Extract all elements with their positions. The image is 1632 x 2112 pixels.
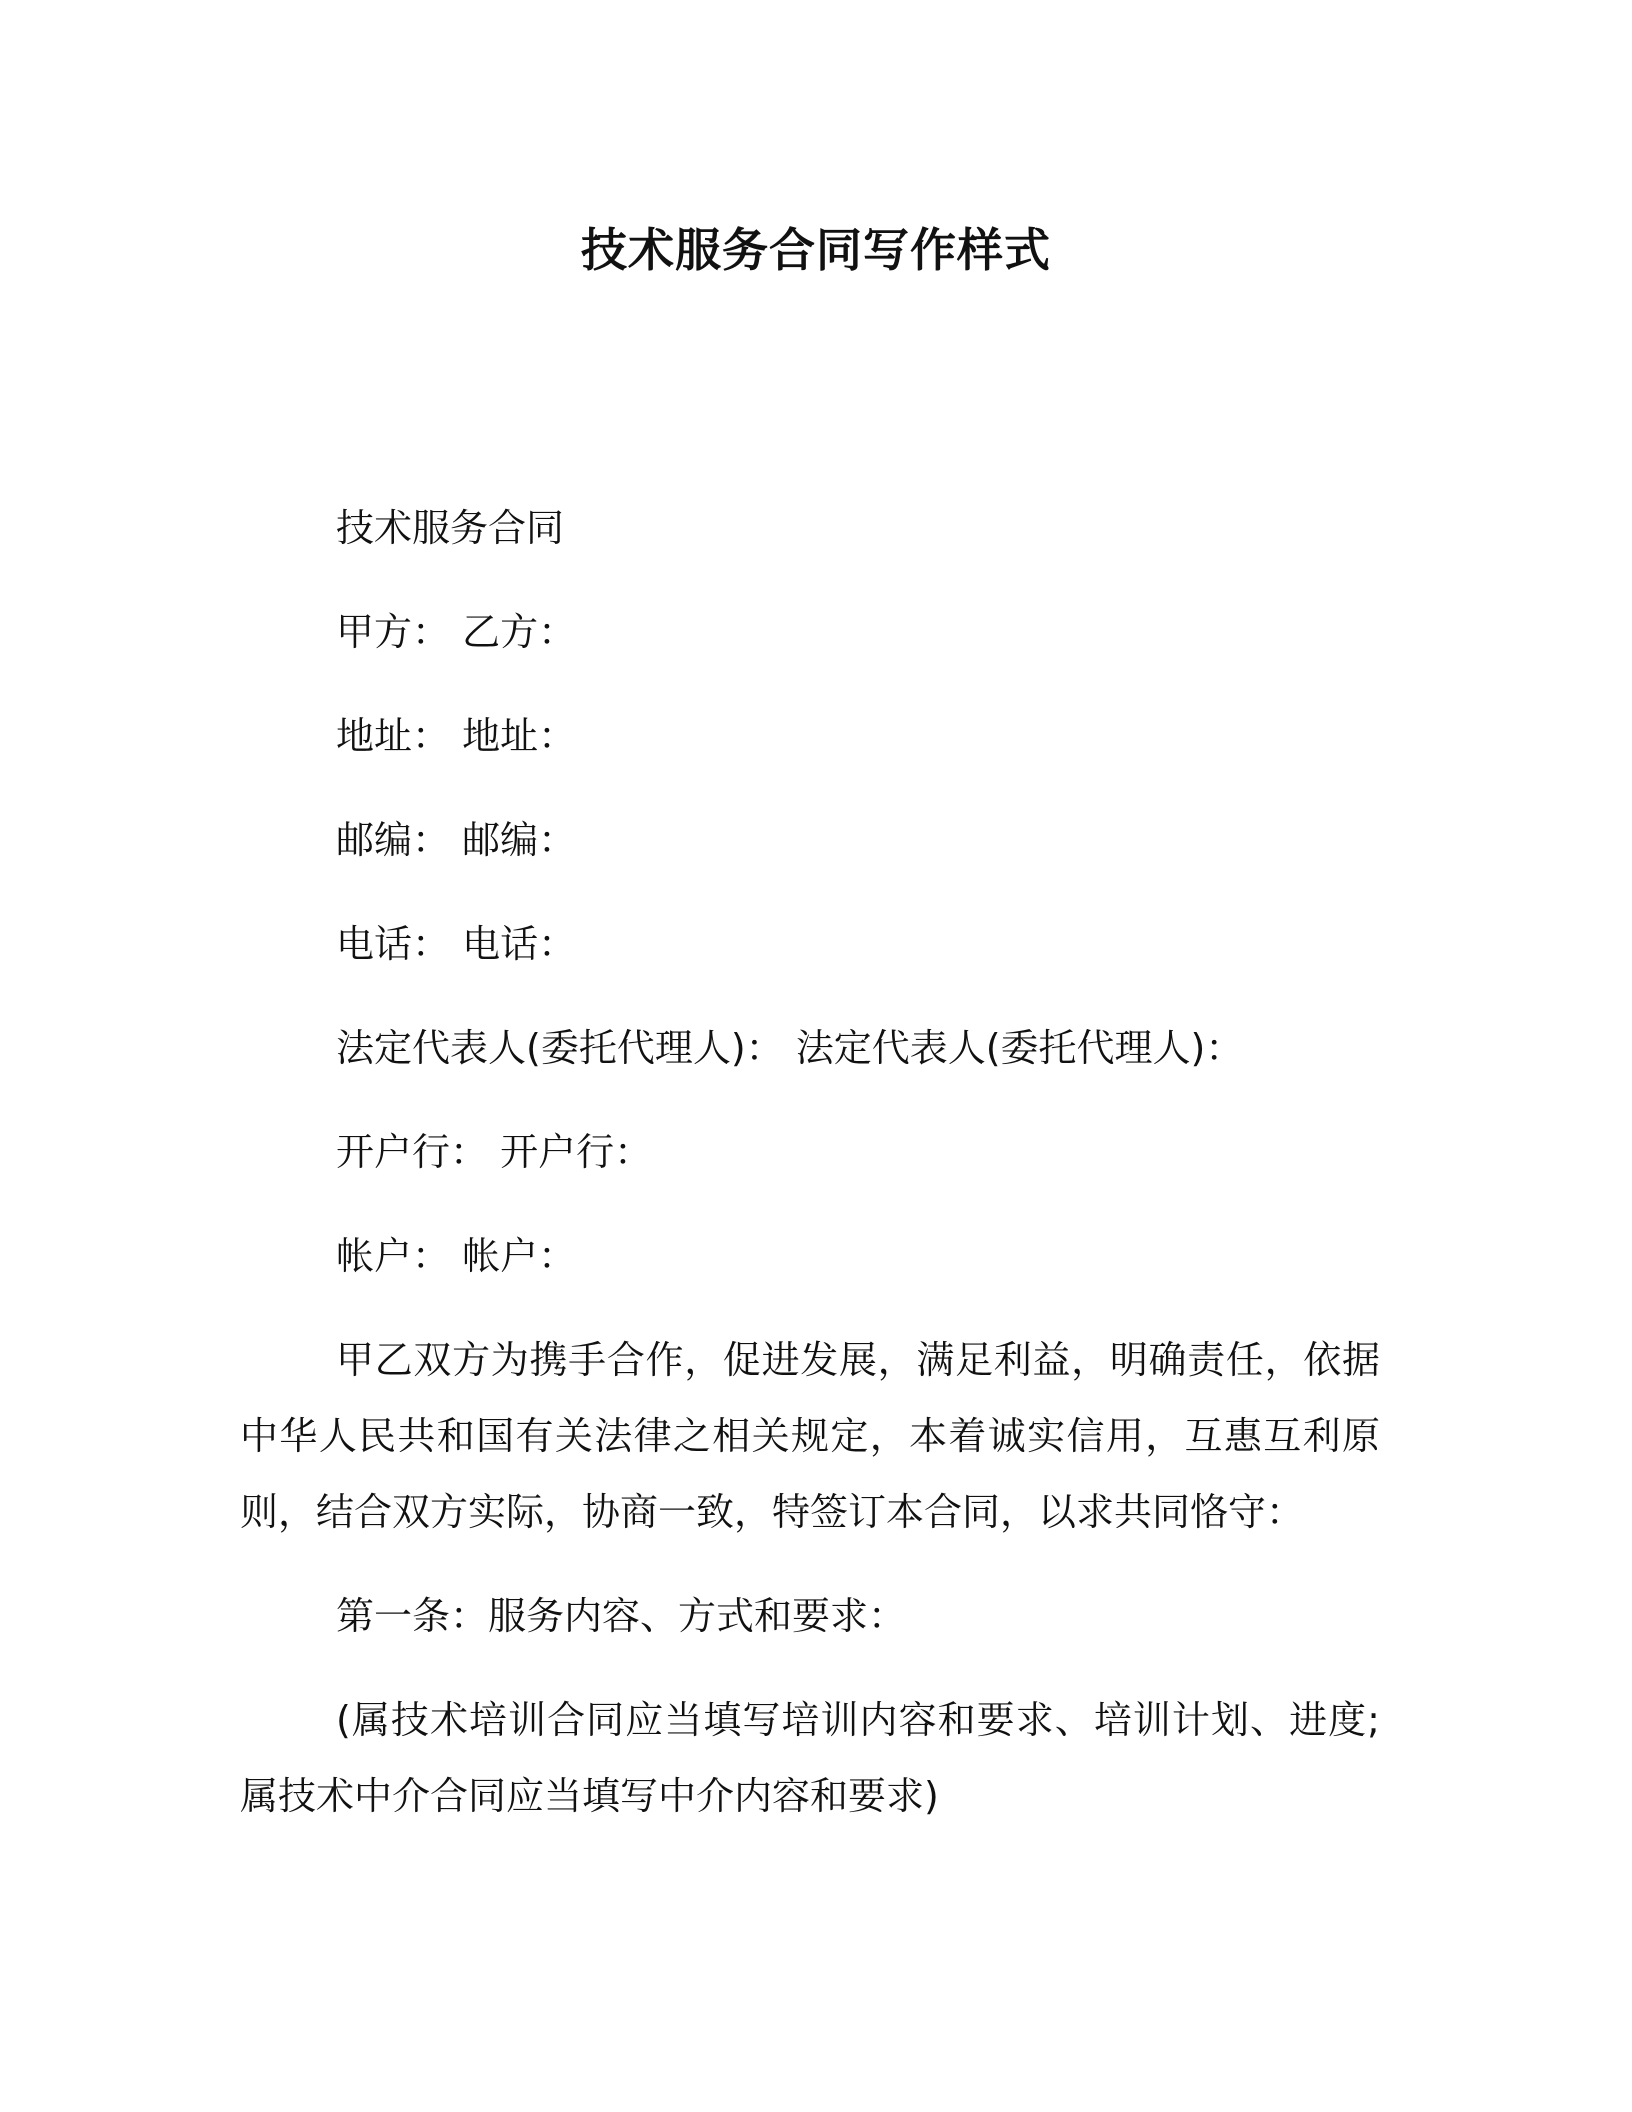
bank-line: 开户行： 开户行： [336, 1130, 653, 1174]
preamble-paragraph: 甲乙双方为携手合作，促进发展，满足利益，明确责任，依据中华人民共和国有关法律之相关规定，本着诚实信用，互惠互利原则，结合双方实际，协商一致，特签订本合同，以求共同恪守： [240, 1338, 1380, 1534]
article-one-heading: 第一条：服务内容、方式和要求： [336, 1594, 907, 1638]
address-line: 地址： 地址： [336, 714, 577, 758]
document-body [240, 490, 1380, 1862]
phone-line: 电话： 电话： [336, 922, 577, 966]
document-title: 技术服务合同写作样式 [581, 223, 1051, 277]
contract-name-line: 技术服务合同 [336, 506, 565, 550]
article-one-note: (属技术培训合同应当填写培训内容和要求、培训计划、进度;属技术中介合同应当填写中介内容和要求) [240, 1698, 1380, 1818]
account-line: 帐户： 帐户： [336, 1234, 577, 1278]
legal-representative-line: 法定代表人(委托代理人)： 法定代表人(委托代理人)： [336, 1026, 1244, 1070]
party-line: 甲方： 乙方： [336, 610, 577, 654]
postcode-line: 邮编： 邮编： [336, 818, 577, 862]
